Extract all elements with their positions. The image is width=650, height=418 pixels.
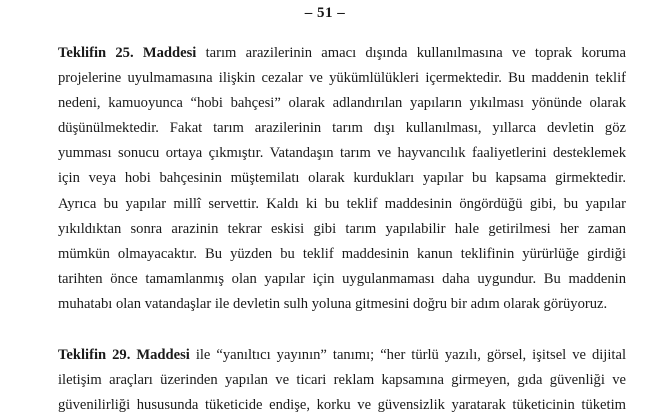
paragraph-article-25	[58, 41, 626, 317]
text-line: tarihten önce tamamlanmış olan yapılar için uygulanmaması daha uygundur. Bu maddenin	[58, 270, 626, 287]
text-line: muhatabı olan vatandaşlar ile devletin sulh yoluna gitmesini doğru bir adım olarak görüyoruz.	[58, 295, 608, 312]
text-line: mümkün olmayacaktır. Bu yüzden bu teklif maddesinin kanun teklifinin yürürlüğe girdiği	[58, 245, 626, 262]
text-line: yıkıldıktan sonra arazinin tekrar eskisi gibi tarım yapılabilir hale getirilmesi her zaman	[58, 220, 626, 237]
text-line: güvenilirliği hususunda tüketicide endişe, korku ve güvensizlik yaratarak tüketicinin tüketim	[58, 397, 626, 414]
text-line: projelerine uyulmamasına ilişkin cezalar ve yükümlülükleri içermektedir. Bu maddenin teklif	[58, 70, 626, 87]
text-line: iletişim araçları üzerinden yapılan ve ticari reklam kapsamına girmeyen, gıda güvenliği ve	[58, 372, 626, 389]
text-line: yumması sonucu ortaya çıkmıştır. Vatandaşın tarım ve hayvancılık faaliyetlerini desteklemek	[58, 145, 626, 162]
text-line: düşünülmektedir. Fakat tarım arazilerinin tarım dışı kullanılması, yıllarca devletin göz	[58, 120, 626, 137]
article-heading: Teklifin 29. Maddesi	[58, 347, 190, 363]
text-line: Teklifin 29. Maddesi ile “yanıltıcı yayının” tanımı; “her türlü yazılı, görsel, işitsel ve dijital	[58, 347, 626, 363]
article-heading: Teklifin 25. Maddesi	[58, 45, 197, 61]
text-line: için veya hobi bahçesinin müştemilatı olarak kurdukları yapılar bu kapsama girmektedir.	[58, 170, 626, 187]
paragraph-article-29	[58, 343, 626, 418]
page-number: – 51 –	[304, 5, 346, 21]
text-line: nedeni, kamuoyunca “hobi bahçesi” olarak adlandırılan yapıların yıkılması yönünde olarak	[58, 95, 626, 112]
text-line: Ayrıca bu yapılar millî servettir. Kaldı ki bu teklif maddesinin öngördüğü gibi, bu yapılar	[58, 195, 626, 212]
text-line: Teklifin 25. Maddesi tarım arazilerinin amacı dışında kullanılmasına ve toprak koruma	[58, 45, 627, 61]
